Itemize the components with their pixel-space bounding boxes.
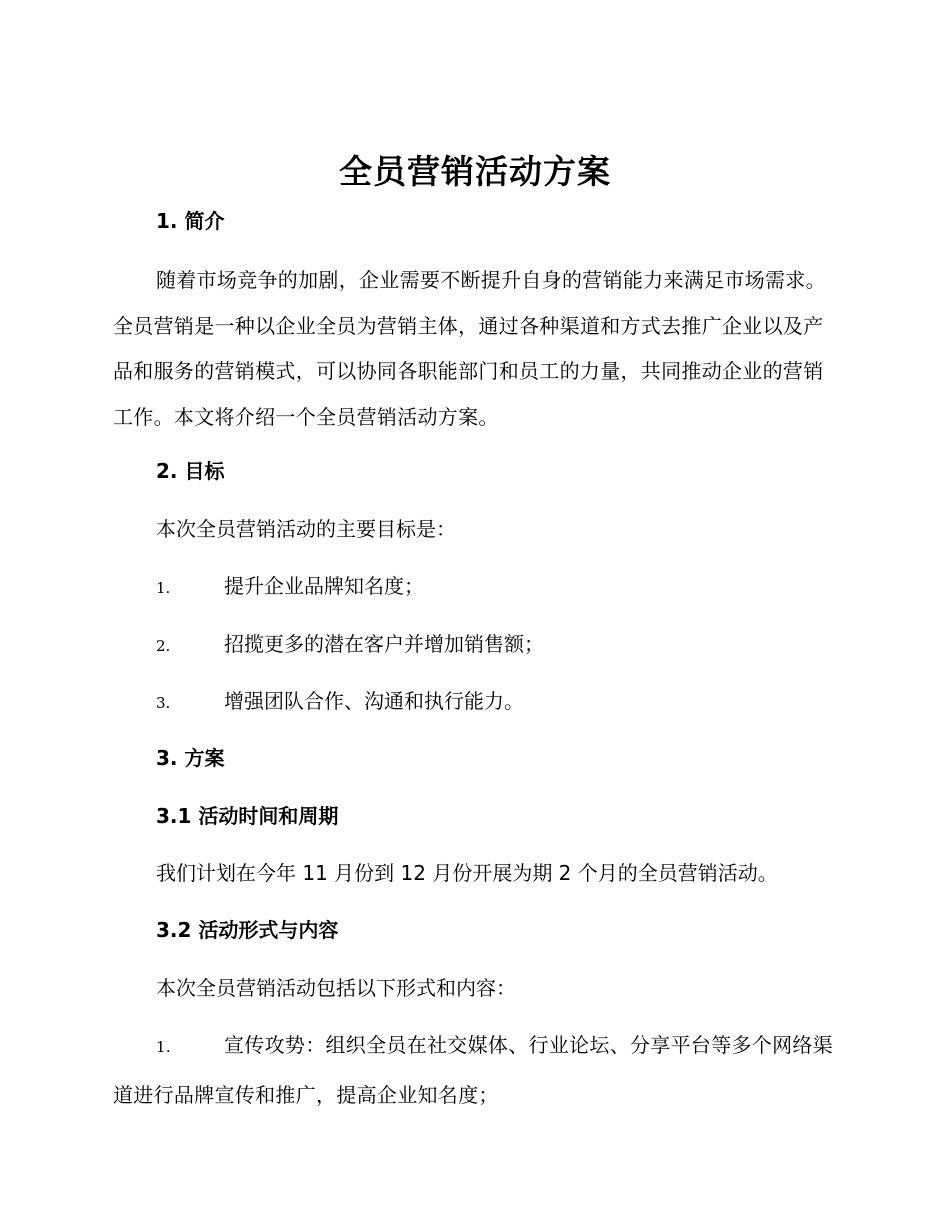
list-item-number: 3. <box>156 694 171 712</box>
section-heading-intro: 1. 简介 <box>156 209 225 233</box>
list-item-number: 1. <box>156 579 171 597</box>
list-item <box>156 686 524 718</box>
list-item-text: 招揽更多的潜在客户并增加销售额； <box>224 632 544 656</box>
time-paragraph: 我们计划在今年 11 月份到 12 月份开展为期 2 个月的全员营销活动。 <box>156 861 778 885</box>
intro-paragraph: 随着市场竞争的加剧，企业需要不断提升自身的营销能力来满足市场需求。全员营销是一种以企业全员为营销主体，通过各种渠道和方式去推广企业以及产品和服务的营销模式，可以协同各职能部门和员工的力量，共同推动企业的营销工作。本文将介绍一个全员营销活动方案。 <box>113 268 826 429</box>
goals-lead-text: 本次全员营销活动的主要目标是： <box>156 517 456 541</box>
list-item-text: 宣传攻势：组织全员在社交媒体、行业论坛、分享平台等多个网络渠道进行品牌宣传和推广，提高企业知名度； <box>113 1033 833 1107</box>
list-item-text: 提升企业品牌知名度； <box>224 574 424 598</box>
list-item-number: 2. <box>156 637 171 655</box>
list-item-text: 增强团队合作、沟通和执行能力。 <box>224 689 524 713</box>
section-heading-goals: 2. 目标 <box>156 459 225 483</box>
document-title: 全员营销活动方案 <box>339 152 611 191</box>
list-item <box>113 1021 835 1119</box>
subsection-heading-time: 3.1 活动时间和周期 <box>156 804 339 828</box>
list-item-number: 1. <box>156 1038 171 1056</box>
section-heading-plan: 3. 方案 <box>156 746 225 770</box>
form-lead-text: 本次全员营销活动包括以下形式和内容： <box>156 976 516 1000</box>
list-item <box>156 571 424 603</box>
list-item <box>156 629 544 661</box>
subsection-heading-form: 3.2 活动形式与内容 <box>156 918 339 942</box>
